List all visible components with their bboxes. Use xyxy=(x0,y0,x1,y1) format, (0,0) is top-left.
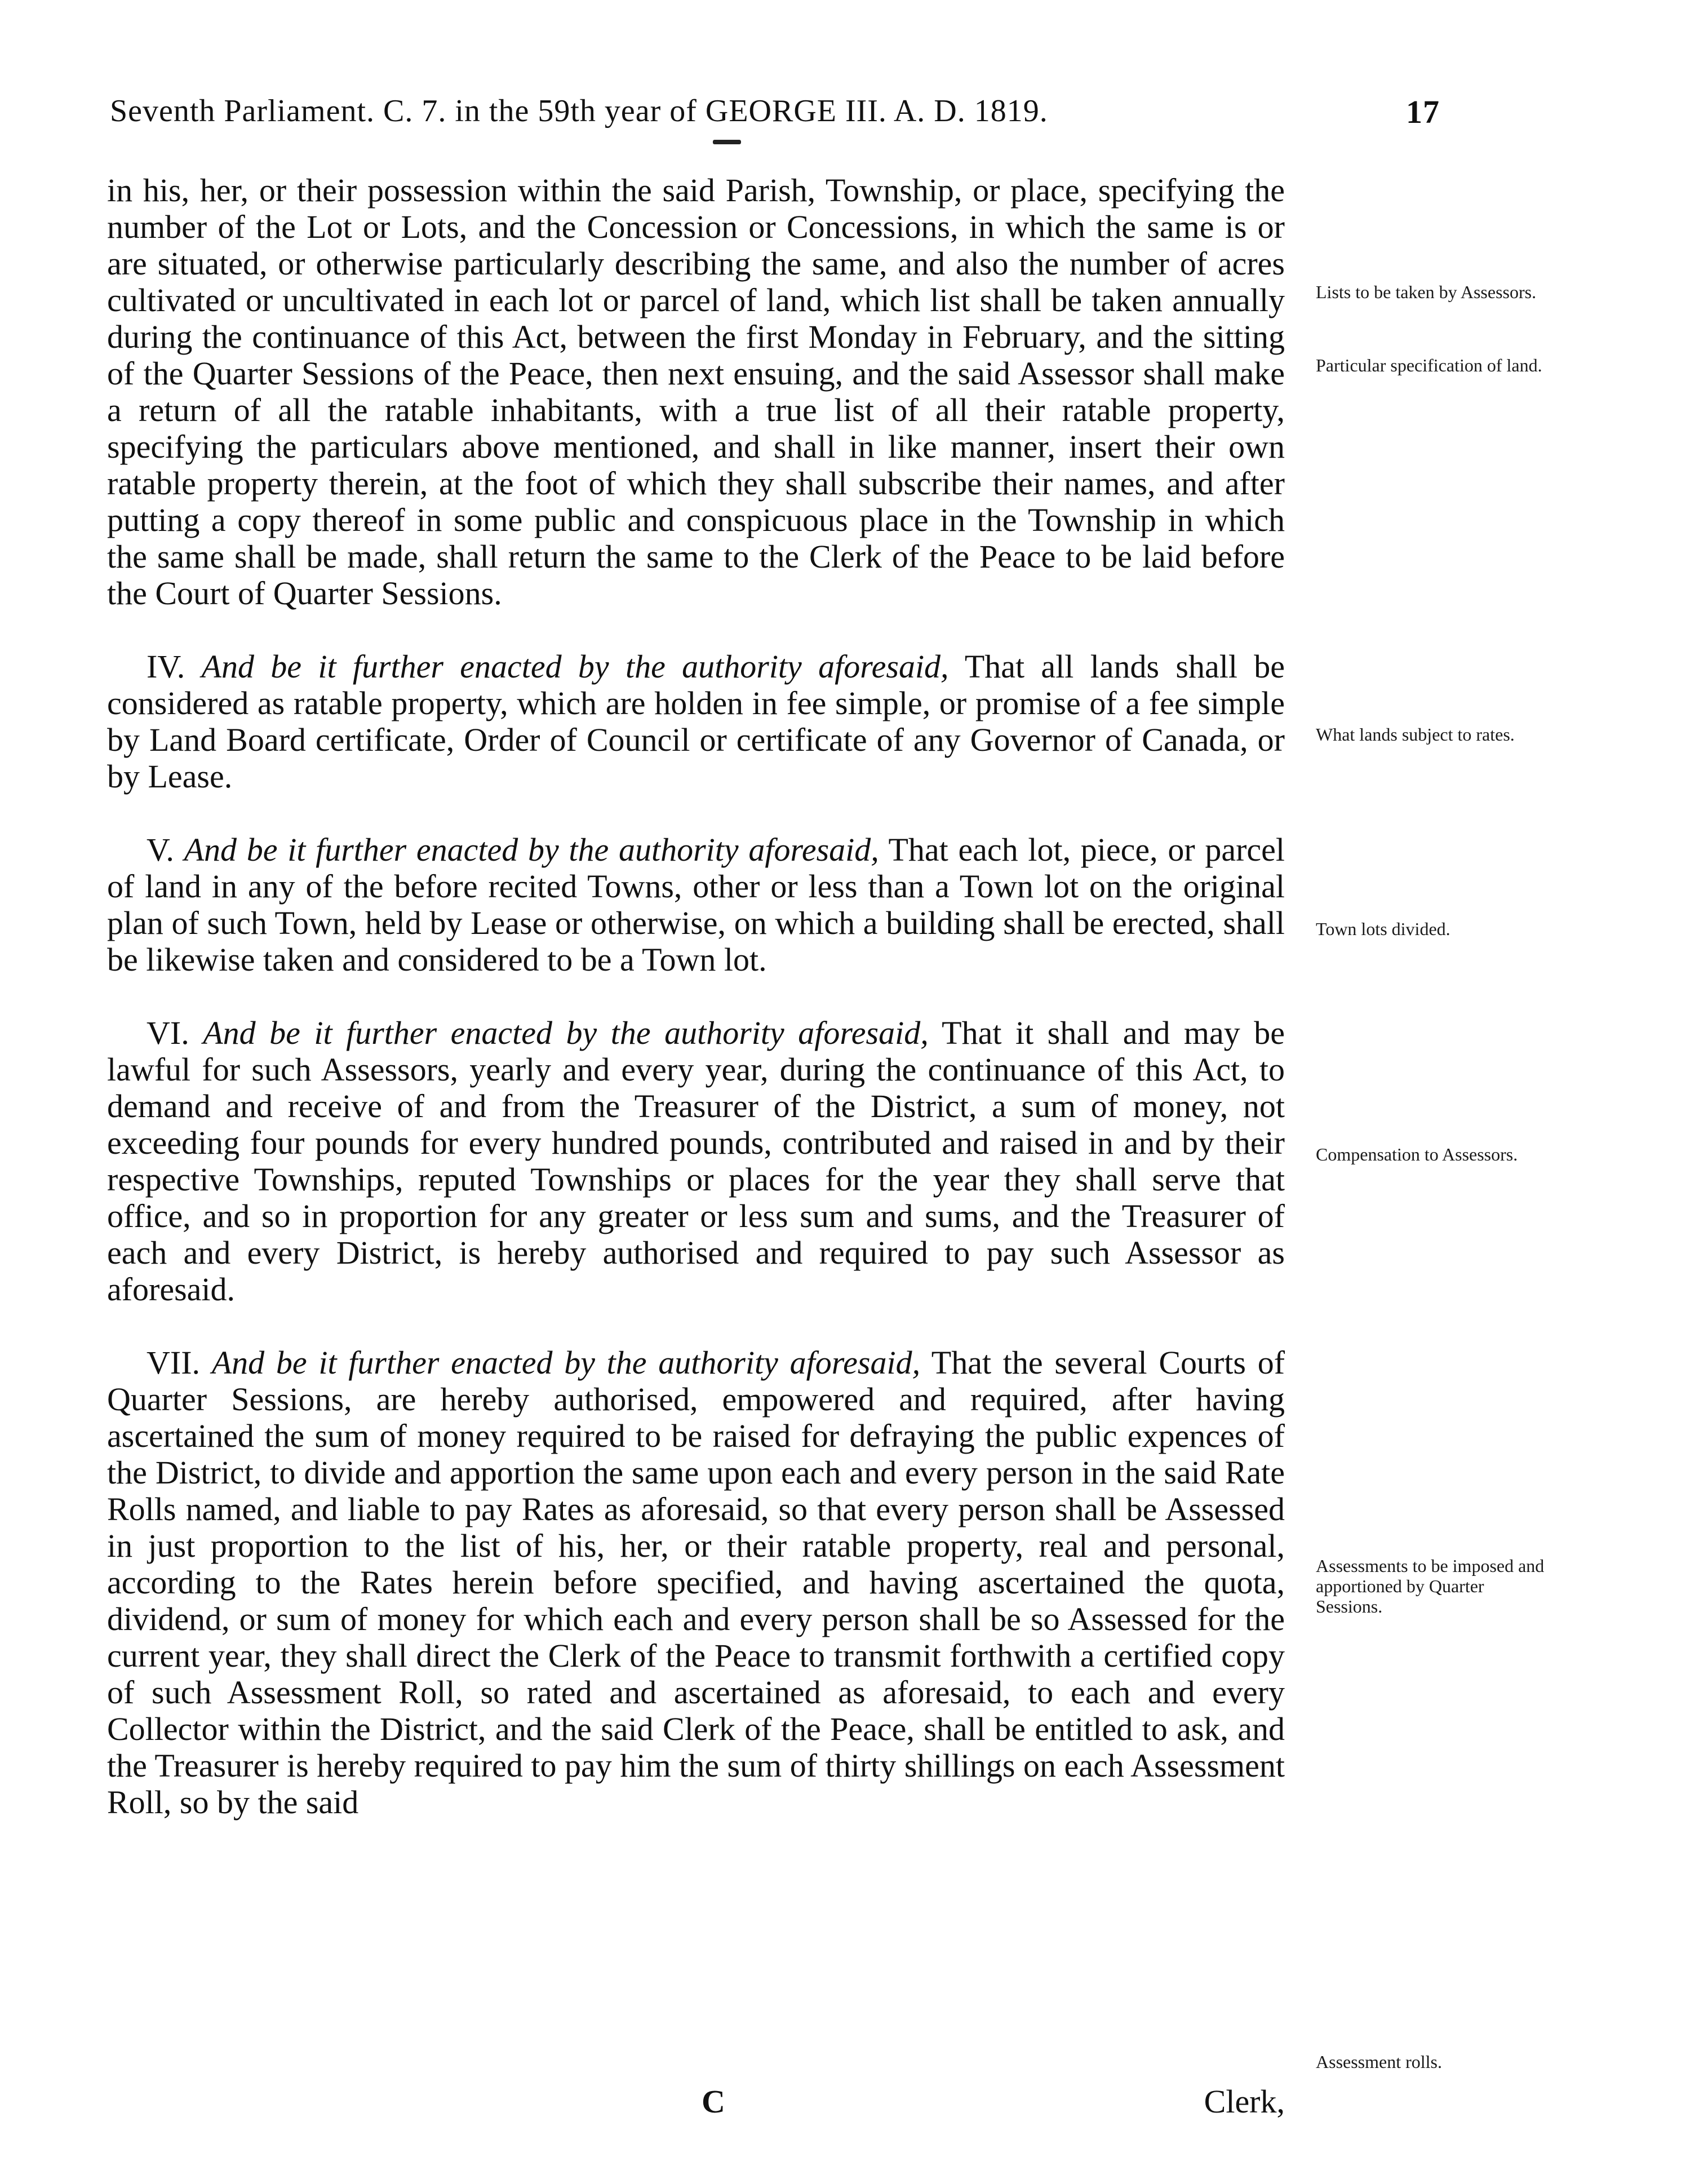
paragraph-continued: in his, her, or their possession within the said Parish, Township, or place, specifying the number of the Lot or Lots, and the Concession or Concessions, in which the same is or are situated, or otherwise particularly describing the same, and also the number of acres cultivated or uncultivated in each lot or parcel of land, which list shall be taken annually during the continuance of this Act, between the first Monday in February, and the sitting of the Quarter Sessions of the Peace, then next ensuing, and the said Assessor shall make a return of all the ratable inhabitants, with a true list of all their ratable property, specifying the particulars above mentioned, and shall in like manner, insert their own ratable property therein, at the foot of which they shall subscribe their names, and after putting a copy thereof in some public and conspicuous place in the Township in which the same shall be made, shall return the same to the Clerk of the Peace to be laid before the Court of Quarter Sessions. xyxy=(107,172,1285,612)
margin-note-specification: Particular specification of land. xyxy=(1316,355,1542,375)
margin-note-lists: Lists to be taken by Assessors. xyxy=(1316,282,1537,302)
enacting-clause: And be it further enacted by the authority aforesaid, xyxy=(201,648,949,685)
section-number: VI. xyxy=(147,1015,189,1051)
running-head xyxy=(110,93,1440,138)
section-number: IV. xyxy=(147,648,185,685)
margin-note-assessments: Assessments to be imposed and apportioned by Quarter Sessions. xyxy=(1316,1556,1545,1616)
margin-note-compensation: Compensation to Assessors. xyxy=(1316,1144,1518,1164)
page-number: 17 xyxy=(1406,94,1440,130)
header-rule-mark xyxy=(713,140,741,144)
signature-mark: C xyxy=(702,2083,725,2120)
section-text: That all lands shall be considered as ratable property, which are holden in fee simple, or promise of a fee simple by Land Board certificate, Order of Council or certificate of any Governor of Canada, or by Lease. xyxy=(107,648,1285,795)
section-text: That it shall and may be lawful for such Assessors, yearly and every year, during the continuance of this Act, to demand and receive of and from the Treasurer of the District, a sum of money, not exceeding four pounds for every hundred pounds, contributed and raised in and by their respective Townships, reputed Townships or places for the year they shall serve that office, and so in proportion for any greater or less sum and sums, and the Treasurer of each and every District, is hereby authorised and required to pay such Assessor as aforesaid. xyxy=(107,1015,1285,1308)
page-footer xyxy=(107,2083,1285,2122)
section-iv xyxy=(107,648,1285,795)
enacting-clause: And be it further enacted by the authority aforesaid, xyxy=(184,831,879,868)
margin-note-what-lands: What lands subject to rates. xyxy=(1316,724,1515,745)
enacting-clause: And be it further enacted by the authority aforesaid, xyxy=(203,1015,929,1051)
section-number: VII. xyxy=(147,1344,201,1381)
section-number: V. xyxy=(147,831,174,868)
section-vi xyxy=(107,1015,1285,1308)
section-vii xyxy=(107,1344,1285,1821)
running-title: Seventh Parliament. C. 7. in the 59th year of GEORGE III. A. D. 1819. xyxy=(110,94,1048,129)
enacting-clause: And be it further enacted by the authority aforesaid, xyxy=(211,1344,921,1381)
catchword: Clerk, xyxy=(1204,2083,1285,2120)
section-v xyxy=(107,831,1285,978)
margin-note-rolls: Assessment rolls. xyxy=(1316,2052,1442,2072)
section-text: That the several Courts of Quarter Sessions, are hereby authorised, empowered and required, after having ascertained the sum of money required to be raised for defraying the public expences of the District, to divide and apportion the same upon each and every person in the said Rate Rolls named, and liable to pay Rates as aforesaid, so that every person shall be Assessed in just proportion to the list of his, her, or their ratable property, real and personal, according to the Rates herein before specified, and having ascertained the quota, dividend, or sum of money for which each and every person shall be so Assessed for the current year, they shall direct the Clerk of the Peace to transmit forthwith a certified copy of such Assessment Roll, so rated and ascertained as aforesaid, to each and every Collector within the District, and the said Clerk of the Peace, shall be entitled to ask, and the Treasurer is hereby required to pay him the sum of thirty shillings on each Assessment Roll, so by the said xyxy=(107,1344,1285,1821)
section-text: That each lot, piece, or parcel of land in any of the before recited Towns, other or less than a Town lot on the original plan of such Town, held by Lease or otherwise, on which a building shall be erected, shall be likewise taken and considered to be a Town lot. xyxy=(107,831,1285,978)
body-text xyxy=(107,172,1285,1821)
margin-note-town-lots: Town lots divided. xyxy=(1316,919,1450,939)
